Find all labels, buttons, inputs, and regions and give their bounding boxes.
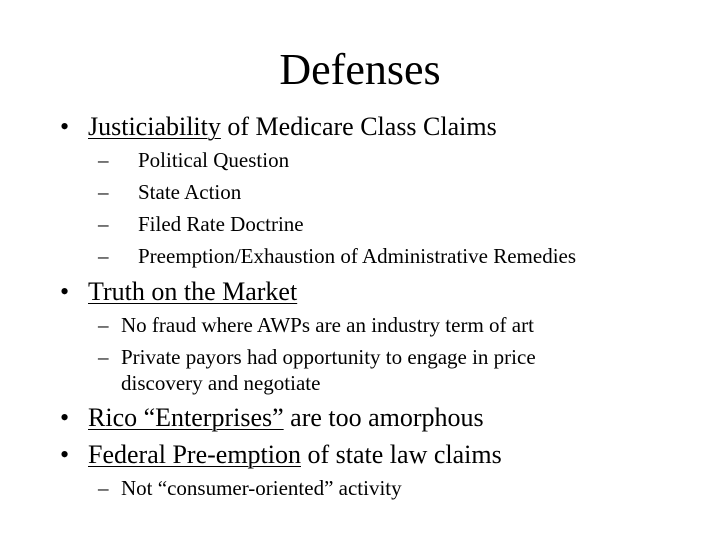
sub-dash: – [98, 313, 109, 337]
sub-item-state-action [98, 179, 241, 205]
bullet-underlined-text: Federal Pre-emption [88, 440, 301, 469]
sub-text: Not “consumer-oriented” activity [121, 476, 402, 500]
sub-text: Private payors had opportunity to engage in price [121, 345, 536, 369]
sub-item-private-payors [98, 344, 536, 396]
slide-title: Defenses [279, 45, 441, 94]
sub-dash: – [98, 244, 109, 268]
sub-item-no-fraud [98, 312, 534, 338]
bullet-underlined-text: Truth on the Market [88, 277, 298, 306]
bullet-federal-preemption [60, 439, 502, 471]
bullet-text: of state law claims [301, 440, 502, 469]
sub-dash: – [98, 180, 109, 204]
bullet-underlined-text: Justiciability [88, 112, 221, 141]
sub-text: State Action [138, 180, 242, 204]
sub-text: Preemption/Exhaustion of Administrative Remedies [138, 244, 577, 268]
sub-item-not-consumer-oriented [98, 475, 402, 501]
bullet-justiciability [60, 111, 497, 143]
bullet-underlined-text: Rico “Enterprises” [88, 403, 284, 432]
sub-dash: – [98, 148, 109, 172]
sub-text: Political Question [138, 148, 290, 172]
sub-dash: – [98, 212, 109, 236]
sub-text-continuation: discovery and negotiate [121, 371, 321, 395]
sub-item-political-question [98, 147, 289, 173]
sub-dash: – [98, 476, 109, 500]
bullet-text: of Medicare Class Claims [220, 112, 497, 141]
sub-item-preemption [98, 243, 576, 269]
sub-item-filed-rate [98, 211, 304, 237]
sub-dash: – [98, 345, 109, 369]
sub-text: No fraud where AWPs are an industry term of art [121, 313, 534, 337]
bullet-dot: • [60, 112, 70, 141]
bullet-rico-enterprises [60, 402, 484, 434]
bullet-dot: • [60, 403, 70, 432]
bullet-dot: • [60, 277, 70, 306]
bullet-truth-on-market [60, 276, 297, 308]
bullet-dot: • [60, 440, 70, 469]
bullet-text: are too amorphous [283, 403, 484, 432]
sub-text: Filed Rate Doctrine [138, 212, 304, 236]
